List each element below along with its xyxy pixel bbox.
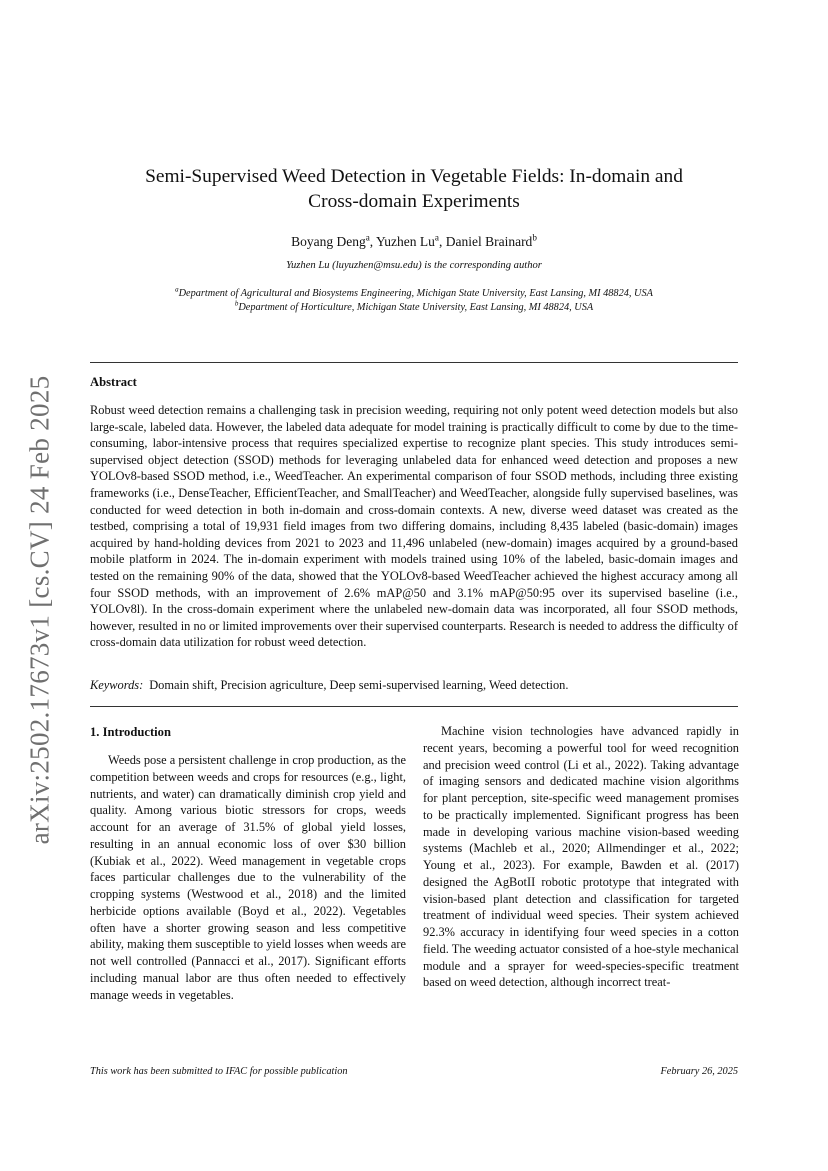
footer-date: February 26, 2025 bbox=[660, 1066, 738, 1077]
keywords-line bbox=[90, 678, 738, 693]
author-affil-mark: a bbox=[365, 232, 370, 243]
intro-paragraph-left: Weeds pose a persistent challenge in crop production, as the competition between weeds and crops for resources (e.g., light, nutrients, and water) can dramatically diminish crop yield and quality. Among various biotic stressors for crops, weeds account for an average of 31.5% of global yield losses, resulting in an annual economic loss of over $30 billion (Kubiak et al., 2022). Weed management in vegetable crops faces particular challenges due to the vulnerability of the cropping systems (Westwood et al., 2018) and the limited herbicide options available (Boyd et al., 2022). Vegetables often have a shorter growing season and less competitive ability, making them susceptible to yield losses when weeds are not well controlled (Pannacci et al., 2017). Significant efforts including manual labor are thus often needed to effectively manage weeds in vegetables. bbox=[90, 753, 406, 1002]
section-heading-introduction: 1. Introduction bbox=[90, 725, 171, 739]
affiliation-line bbox=[60, 301, 768, 315]
corresponding-author-note: Yuzhen Lu (luyuzhen@msu.edu) is the corresponding author bbox=[286, 260, 542, 271]
abstract-heading: Abstract bbox=[90, 375, 137, 389]
author-affil-mark: b bbox=[532, 232, 537, 243]
affiliation-text: Department of Horticulture, Michigan State University, East Lansing, MI 48824, USA bbox=[238, 302, 594, 313]
affiliations bbox=[60, 287, 768, 315]
bottom-divider bbox=[90, 706, 738, 707]
author-name: Daniel Brainard bbox=[445, 234, 533, 249]
footer-submission-note: This work has been submitted to IFAC for possible publication bbox=[90, 1066, 348, 1077]
intro-paragraph-right: Machine vision technologies have advanced rapidly in recent years, becoming a powerful tool for weed recognition and precision weed control (Li et al., 2022). Taking advantage of imaging sensors and dedicated machine vision algorithms for plant perception, site-specific weed management promises to be practically implemented. Significant progress has been made in developing various machine vision-based weeding systems (Machleb et al., 2020; Allmendinger et al., 2022; Young et al., 2023). For example, Bawden et al. (2017) designed the AgBotII robotic prototype that integrated with vision-based plant detection and classification for targeted treatment of individual weed species. Their system achieved 92.3% accuracy in identifying four weed species in a cotton field. The weeding actuator consisted of a hoe-style mechanical module and a sprayer for weed-species-specific treatment based on weed detection, although incorrect treat- bbox=[423, 724, 739, 990]
keywords-label: Keywords: bbox=[90, 678, 144, 692]
arxiv-identifier: arXiv:2502.17673v1 [cs.CV] 24 Feb 2025 bbox=[24, 375, 55, 845]
title-line-2: Cross-domain Experiments bbox=[308, 191, 520, 212]
author-name: Yuzhen Lu bbox=[376, 234, 435, 249]
author-affil-mark: a bbox=[434, 232, 439, 243]
author-name: Boyang Deng bbox=[291, 234, 366, 249]
paper-title bbox=[90, 164, 738, 214]
title-line-1: Semi-Supervised Weed Detection in Vegetable Fields: In-domain and bbox=[145, 166, 683, 187]
abstract-body: Robust weed detection remains a challenging task in precision weeding, requiring not only potent weed detection models but also large-scale, labeled data. However, the labeled data adequate for model training is practically difficult to come by due to the time-consuming, labor-intensive process that requires specialized expertise to recognize plant species. This study introduces semi-supervised object detection (SSOD) methods for leveraging unlabeled data for enhanced weed detection and proposes a new YOLOv8-based SSOD method, i.e., WeedTeacher. An experimental comparison of four SSOD methods, including three existing frameworks (i.e., DenseTeacher, EfficientTeacher, and SmallTeacher) and WeedTeacher, alongside fully supervised baselines, was conducted for weed detection in both in-domain and cross-domain contexts. A new, diverse weed dataset was created as the testbed, comprising a total of 19,931 field images from two differing domains, including 8,435 labeled (basic-domain) images acquired by hand-holding devices from 2021 to 2023 and 11,496 unlabeled (new-domain) images acquired by a ground-based mobile platform in 2024. The in-domain experiment with models trained using 10% of the labeled, basic-domain images and tested on the remaining 90% of the data, showed that the YOLOv8-based WeedTeacher achieved the highest accuracy among all four SSOD methods, with an improvement of 2.6% mAP@50 and 3.1% mAP@50:95 over its supervised baseline (i.e., YOLOv8l). In the cross-domain experiment where the unlabeled new-domain data was incorporated, all four SSOD methods, however, resulted in no or limited improvements over their supervised counterparts. Research is needed to address the difficulty of cross-domain data utilization for robust weed detection. bbox=[90, 403, 738, 650]
keywords-text: Domain shift, Precision agriculture, Deep semi-supervised learning, Weed detection. bbox=[149, 678, 569, 692]
affiliation-text: Department of Agricultural and Biosystems Engineering, Michigan State University, East Lansing, MI 48824, USA bbox=[178, 288, 653, 299]
affiliation-line bbox=[60, 287, 768, 301]
affiliation-mark: a bbox=[175, 285, 179, 294]
affiliation-mark: b bbox=[234, 299, 239, 308]
top-divider bbox=[90, 362, 738, 363]
author-list: Boyang Deng$^a$, Yuzhen Lu$^a$, Daniel Brainard$^b$ bbox=[291, 232, 537, 249]
